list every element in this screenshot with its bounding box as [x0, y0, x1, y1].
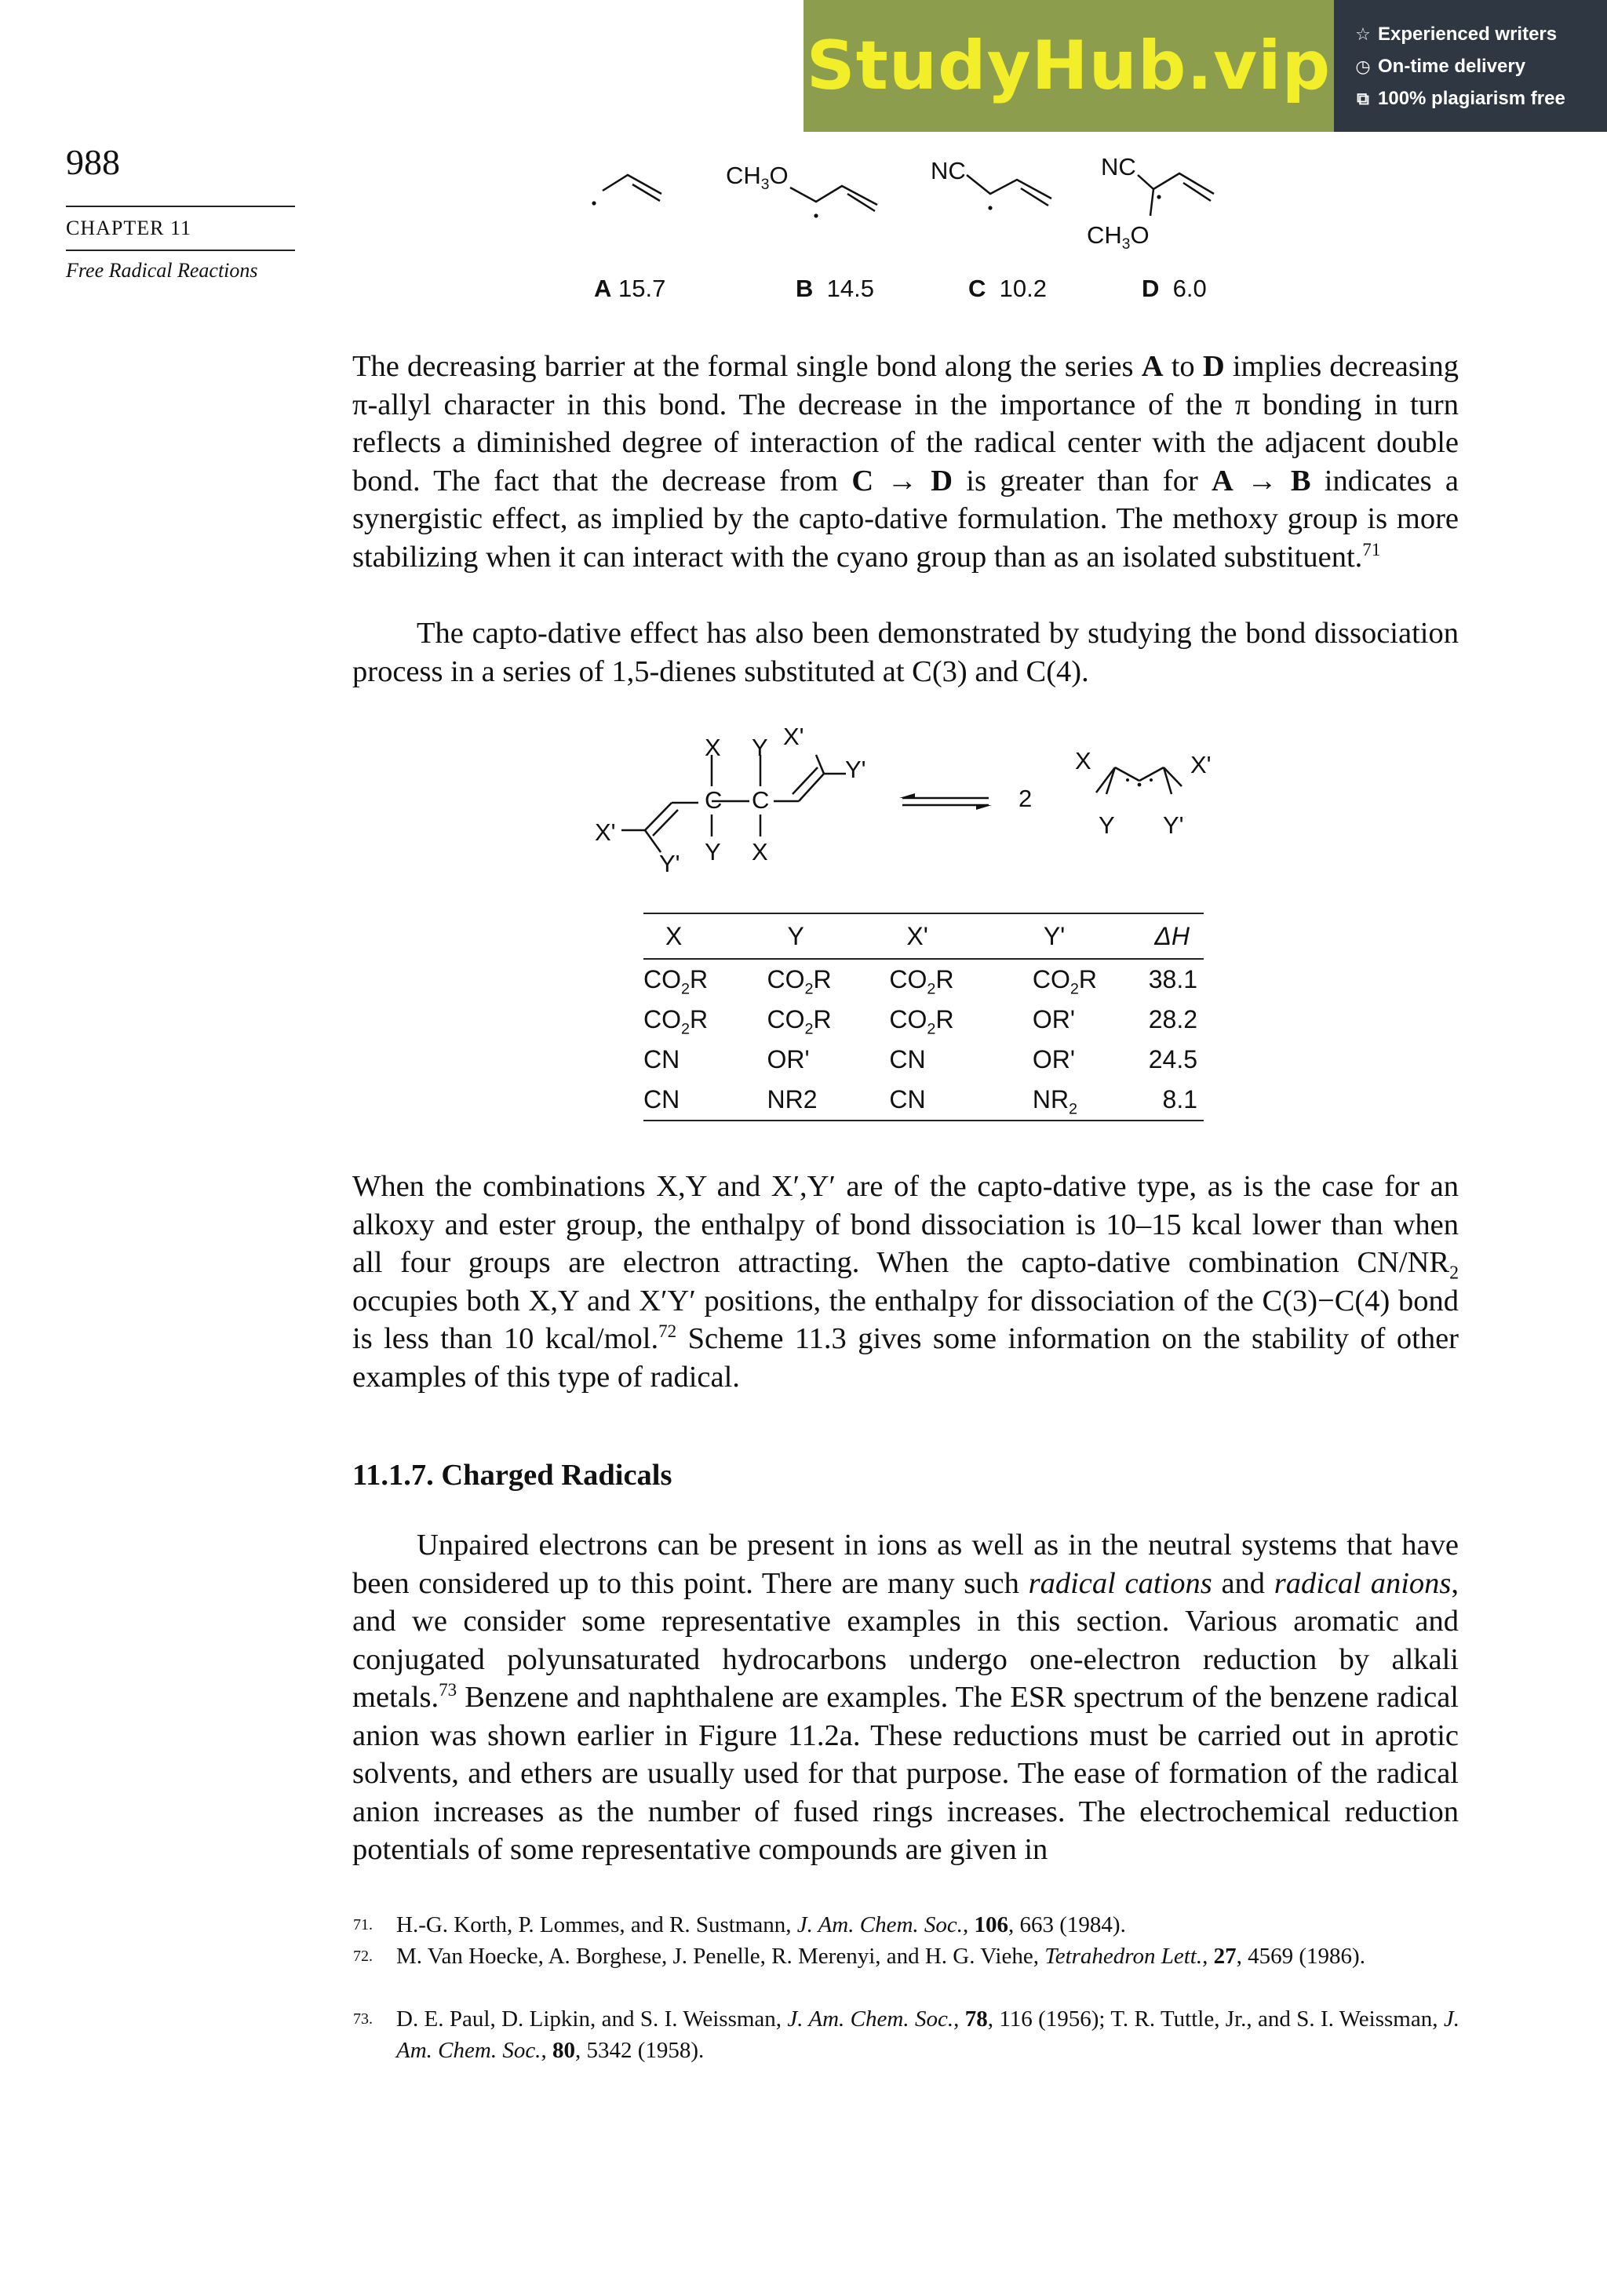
radical-yprime-label: Y': [1163, 811, 1184, 839]
radical-dot: [988, 206, 992, 210]
feature-label: On-time delivery: [1378, 55, 1526, 77]
delocalization-dot: [1150, 778, 1153, 782]
cell-xprime: CN: [889, 1045, 926, 1073]
value-c: 10.2: [999, 275, 1047, 302]
journal-name: Tetrahedron Lett.: [1044, 1944, 1203, 1969]
yprime-label-left: Y': [659, 850, 680, 877]
cell-y: $CO_2R$: [767, 965, 832, 998]
radical-xprime-label: X': [1190, 751, 1212, 778]
volume: 80: [552, 2038, 575, 2063]
label-b: B: [796, 275, 814, 302]
clock-icon: ◷: [1355, 56, 1371, 76]
paragraph-2: The capto-dative effect has also been demonstrated by studying the bond dissociation process in a series of 1,5-dienes substituted at C(3) and C(4).: [352, 617, 1459, 688]
paragraph-4: [352, 1526, 1459, 1869]
cell-yprime: $NR_2$: [1033, 1080, 1149, 1121]
cell-delta-h: 24.5: [1148, 1045, 1197, 1073]
radical-x-label: X: [1075, 747, 1091, 774]
text-run: , 5342 (1958).: [574, 2038, 705, 2063]
c4-label: C: [752, 786, 770, 814]
radical-y-label: Y: [1099, 811, 1115, 839]
left-double-bond-2: [653, 810, 678, 836]
cell-xprime: $CO_2R$: [889, 965, 954, 998]
text-run: implies decreasing π-allyl character in this bond. The decrease in the importance of the π bonding in turn reflects a diminished degree of interaction of the radical center with the adjacent double bond. The fact that the decrease from: [352, 350, 1459, 497]
cell-y: $CO_2R$: [767, 1005, 832, 1038]
text-run: radical cations: [1028, 1566, 1212, 1600]
left-double-bond: [645, 803, 672, 830]
paragraph-1: [352, 348, 1459, 576]
y-label-bottom: Y: [705, 838, 721, 866]
cell-xprime: CN: [889, 1080, 1032, 1121]
structure-c-double-bond: [1021, 188, 1048, 206]
footnote-text: [396, 1941, 1459, 1972]
cell-delta-h: 8.1: [1149, 1080, 1204, 1121]
text-run: B: [1290, 464, 1311, 497]
text-run: Scheme 11.3 gives some information on the stability of other examples of this type of radical.: [352, 1322, 1459, 1394]
header-rule-middle: [66, 250, 295, 251]
text-run: D. E. Paul, D. Lipkin, and S. I. Weissman,: [396, 2006, 788, 2032]
text-run: ,: [1202, 1944, 1214, 1969]
enthalpy-table: [643, 913, 1204, 1121]
text-run: The decreasing barrier at the formal single bond along the series: [352, 350, 1142, 383]
footnote-ref-71[interactable]: 71: [1362, 538, 1381, 559]
cell-xprime: $CO_2R$: [889, 1005, 954, 1038]
section-heading: 11.1.7. Charged Radicals: [352, 1459, 672, 1492]
text-run: H.-G. Korth, P. Lommes, and R. Sustmann,: [396, 1912, 797, 1937]
volume: 27: [1213, 1944, 1237, 1969]
label-c: C: [968, 275, 986, 302]
yprime-label-right: Y': [845, 756, 866, 783]
col-x: X: [643, 913, 767, 959]
text-run: When the combinations X,Y and X′,Y′ are of the capto-dative type, as is the case for an alkoxy and ester group, the enthalpy of bond dissociation is 10–15 kcal lower than when all four groups are electron attracting. When the capto-dative combination CN/NR: [352, 1170, 1459, 1279]
cell-y: OR': [767, 1045, 810, 1073]
text-run: D: [1202, 350, 1225, 383]
volume: 106: [974, 1912, 1009, 1937]
barrier-a: [594, 275, 665, 303]
table-row: [643, 959, 1204, 1000]
nc-label-c: NC: [931, 157, 966, 184]
structure-d-double-bond: [1183, 183, 1211, 201]
nc-label-d: NC: [1101, 153, 1136, 180]
col-xprime: X': [889, 913, 1032, 959]
text-run: indicates a synergistic effect, as implied by the capto-dative formulation. The methoxy group is more stabilizing when it can interact with the cyano group than as an isolated substituent.: [352, 464, 1459, 574]
arrow-head-left: [899, 793, 915, 798]
table-row: [643, 1000, 1204, 1040]
text-run: ,: [541, 2038, 552, 2063]
xprime-label-left: X': [595, 818, 616, 846]
radical-bond-y: [1106, 767, 1115, 794]
text-run: D: [931, 464, 953, 497]
barrier-b: [796, 275, 874, 303]
allyl-radical-structures: [581, 145, 1255, 279]
radical-dot: [1157, 195, 1161, 199]
paragraph-3: [352, 1168, 1459, 1396]
footnote-73: [353, 2003, 1459, 2066]
structure-c-skeleton: [967, 175, 1051, 199]
structure-a-double-bond: [632, 184, 660, 201]
cell-x: CN: [643, 1045, 680, 1073]
feature-label: Experienced writers: [1378, 23, 1558, 45]
studyhub-logo[interactable]: StudyHub.vip: [806, 27, 1332, 105]
text-run: radical anions: [1274, 1566, 1452, 1600]
radical-dot: [814, 213, 818, 217]
bond-xprime-right: [816, 755, 824, 774]
text-run: →: [1233, 464, 1291, 497]
cell-yprime: OR': [1032, 1005, 1075, 1033]
cell-yprime: $CO_2R$: [1032, 965, 1097, 998]
text-run: occupies both X,Y and X′Y′ positions, the enthalpy for dissociation of the C(3)−C(4) bond is less than 10 kcal/mol.: [352, 1284, 1459, 1355]
right-double-bond-2: [793, 767, 818, 794]
table-header-row: [643, 913, 1204, 959]
y-label-top: Y: [752, 734, 768, 761]
journal-name: J. Am. Chem. Soc.: [396, 2006, 1459, 2063]
arrow-head-right: [976, 805, 992, 810]
text-run: , 116 (1956); T. R. Tuttle, Jr., and S. I. Weissman,: [987, 2006, 1444, 2032]
col-y: Y: [767, 913, 890, 959]
text-run: , 663 (1984).: [1008, 1912, 1126, 1937]
text-run: and: [1212, 1566, 1274, 1600]
diene-dissociation-scheme: [589, 722, 1232, 887]
text-run: ,: [953, 2006, 965, 2032]
text-run: , 4569 (1986).: [1236, 1944, 1365, 1969]
copy-icon: ⧉: [1357, 88, 1369, 108]
radical-dot: [592, 201, 596, 205]
footnote-71: [353, 1909, 1459, 1941]
subscript: 2: [1449, 1263, 1459, 1284]
text-run: A: [1212, 464, 1233, 497]
page-number: 988: [66, 142, 120, 182]
text-run: C: [851, 464, 874, 497]
x-label-top: X: [705, 734, 721, 761]
xprime-label-right: X': [783, 723, 804, 750]
feature-plagiarism-free: [1353, 82, 1607, 115]
ch3o-label-d: $CH_3O$: [1087, 221, 1150, 253]
cell-yprime: OR': [1032, 1045, 1075, 1073]
text-run: is greater than for: [953, 464, 1212, 497]
header-rule-top: [66, 206, 295, 207]
barrier-c: [968, 275, 1047, 303]
ch3o-label-b: $CH_3O$: [726, 162, 789, 194]
footnote-72: [353, 1941, 1459, 1972]
label-a: A: [594, 275, 612, 302]
delocalization-dot: [1126, 778, 1129, 782]
structure-d-skeleton: [1138, 173, 1214, 194]
x-label-bottom: X: [752, 838, 768, 866]
col-delta-h: ΔH: [1149, 913, 1204, 959]
journal-name: J. Am. Chem. Soc.: [787, 2006, 954, 2032]
structure-d-methoxy-bond: [1150, 189, 1153, 216]
journal-name: J. Am. Chem. Soc.: [796, 1912, 964, 1937]
feature-on-time: [1353, 50, 1607, 82]
banner-logo-panel[interactable]: [804, 0, 1334, 132]
structure-b-skeleton: [790, 186, 877, 205]
ad-banner[interactable]: [804, 0, 1607, 132]
footnote-ref-73[interactable]: 73: [439, 1679, 457, 1700]
section-title: Free Radical Reactions: [66, 259, 258, 282]
footnote-number: 72.: [353, 1948, 373, 1965]
star-icon: ☆: [1355, 24, 1371, 44]
footnote-text: [396, 1909, 1459, 1941]
label-d: D: [1142, 275, 1160, 302]
cell-x: $CO_2R$: [643, 965, 709, 998]
cell-x: CN: [643, 1080, 767, 1121]
text-run: →: [873, 464, 931, 497]
cell-delta-h: 38.1: [1148, 965, 1197, 993]
c3-label: C: [705, 786, 723, 814]
footnote-text: [396, 2003, 1459, 2066]
table-row: [643, 1080, 1204, 1121]
col-yprime: Y': [1033, 913, 1149, 959]
footnote-number: 71.: [353, 1916, 373, 1933]
right-double-bond: [799, 774, 824, 801]
volume: 78: [964, 2006, 988, 2032]
text-run: A: [1141, 350, 1164, 383]
banner-features: [1334, 0, 1607, 132]
bond-yprime-left: [645, 830, 661, 852]
text-run: Benzene and naphthalene are examples. The ESR spectrum of the benzene radical anion was shown earlier in Figure 11.2a. These reductions must be carried out in aprotic solvents, and ethers are usually used for that purpose. The ease of formation of the radical anion increases as the number of fused rings increases. The electrochemical reduction potentials of some representative compounds are given in: [352, 1681, 1459, 1866]
cell-x: $CO_2R$: [643, 1005, 709, 1038]
chapter-label: CHAPTER 11: [66, 217, 191, 239]
barrier-d: [1142, 275, 1207, 303]
value-d: 6.0: [1172, 275, 1207, 302]
value-b: 14.5: [826, 275, 874, 302]
table-row: [643, 1040, 1204, 1080]
footnote-ref-72[interactable]: 72: [658, 1321, 677, 1342]
text-run: , and we consider some representative examples in this section. Various aromatic and conjugated polyunsaturated hydrocarbons undergo one-electron reduction by alkali metals.: [352, 1566, 1459, 1714]
stoichiometry-2: 2: [1018, 785, 1033, 812]
radical-bond-x: [1096, 767, 1115, 793]
cell-delta-h: 28.2: [1148, 1005, 1197, 1033]
feature-experienced-writers: [1353, 18, 1607, 50]
structure-a-skeleton: [603, 175, 661, 194]
text-run: to: [1163, 350, 1203, 383]
text-run: M. Van Hoecke, A. Borghese, J. Penelle, R. Merenyi, and H. G. Viehe,: [396, 1944, 1045, 1969]
text-run: ,: [963, 1912, 975, 1937]
cell-y: NR2: [767, 1080, 890, 1121]
feature-label: 100% plagiarism free: [1378, 87, 1565, 109]
radical-dot: [1138, 783, 1142, 787]
footnote-number: 73.: [353, 2010, 373, 2028]
value-a: 15.7: [618, 275, 666, 302]
text-run: Unpaired electrons can be present in ions as well as in the neutral systems that have been considered up to this point. There are many such: [352, 1529, 1459, 1600]
